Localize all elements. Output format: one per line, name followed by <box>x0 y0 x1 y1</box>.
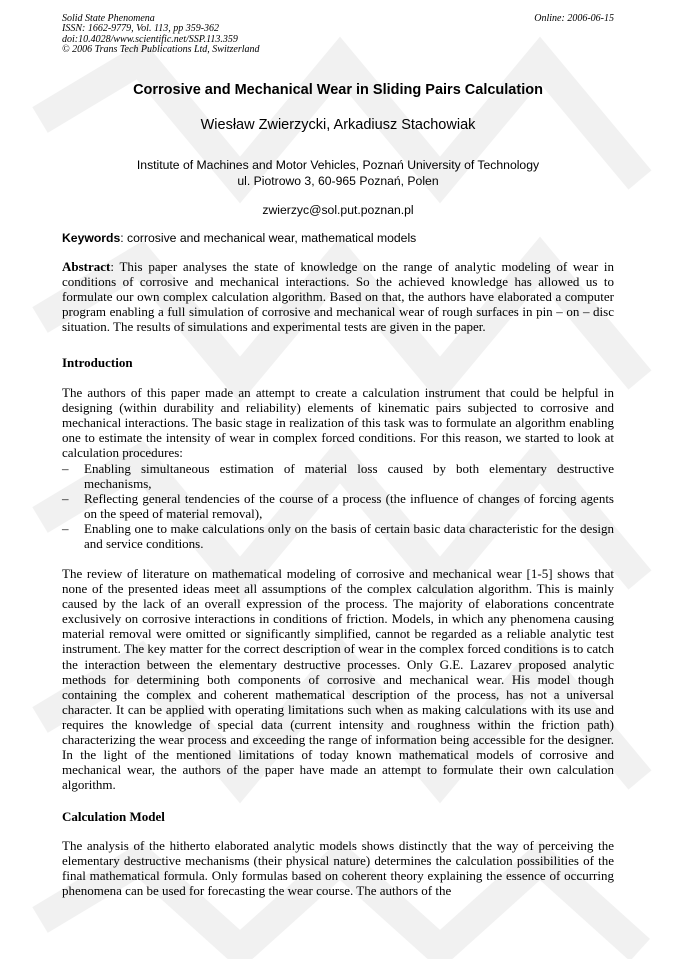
calculation-model-paragraph-1: The analysis of the hitherto elaborated analytic models shows distinctly that the way of perceiving the elementary destructive mechanisms (their physical nature) determines the calculation possibilities of the final mathematical formula. Only formulas based on coherent theory explaining the essence of occurring phenomena can be used for forecasting the wear course. The authors of the <box>62 838 614 899</box>
introduction-paragraph-1: The authors of this paper made an attempt to create a calculation instrument that could be helpful in designing (within durability and reliability) elements of kinematic pairs subjected to corrosive and mechanical interactions. The basic stage in realization of this task was to formulate an algorithm enabling one to estimate the intensity of wear in complex forced conditions. For this reason, we started to look at calculation procedures: <box>62 385 614 461</box>
list-dash: – <box>62 461 69 476</box>
keywords-label: Keywords <box>62 231 121 245</box>
keywords-text: : corrosive and mechanical wear, mathematical models <box>120 231 417 245</box>
paper-title: Corrosive and Mechanical Wear in Sliding Pairs Calculation <box>133 82 543 98</box>
affiliation-line-1: Institute of Machines and Motor Vehicles, Poznań University of Technology <box>136 158 540 172</box>
author-email: zwierzyc@sol.put.poznan.pl <box>262 203 414 217</box>
introduction-paragraph-2: The review of literature on mathematical modeling of corrosive and mechanical wear [1-5] shows that none of the presented ideas meet all assumptions of the complex calculation algorithm. This is mainly caused by the lack of an overall expression of the process. The majority of elaborations concentrate exclusively on corrosive interactions in conditions of friction. Models, in which any phenomena causing material removal were omitted or significantly simplified, cannot be regarded as a reliable analytic test instrument. The key matter for the correct description of wear in the complex forced conditions is to catch the interaction between the elementary destructive processes. Only G.E. Lazarev proposed analytic methods for determining both components of corrosive and mechanical wear. His model though containing the complex and coherent mathematical description of the process, has not a universal character. It can be applied with operating limitations such when as making calculations with its use and requires the knowledge of special data (current intensity and roughness within the friction path) characterizing the wear process and exceeding the range of information being accessible for the designer. In the light of the mentioned limitations of today known mathematical models of corrosive and mechanical wear, the authors of the paper have made an attempt to formulate their own calculation algorithm. <box>62 566 614 793</box>
abstract-label: Abstract <box>62 259 111 274</box>
journal-copyright: © 2006 Trans Tech Publications Ltd, Switzerland <box>62 43 260 55</box>
online-date: Online: 2006-06-15 <box>534 13 614 24</box>
affiliation-line-2: ul. Piotrowo 3, 60-965 Poznań, Polen <box>237 173 439 188</box>
paper-authors: Wiesław Zwierzycki, Arkadiusz Stachowiak <box>200 117 476 133</box>
list-item-text: Enabling one to make calculations only on the basis of certain basic data characteristic for the design and service conditions. <box>84 521 614 552</box>
list-item <box>62 521 614 551</box>
affiliation <box>62 158 614 189</box>
list-item-text: Reflecting general tendencies of the course of a process (the influence of changes of forcing agents on the speed of material removal), <box>84 491 614 522</box>
calculation-model-heading: Calculation Model <box>62 809 165 824</box>
journal-name: Solid State Phenomena <box>62 13 155 24</box>
list-dash: – <box>62 521 69 537</box>
keywords <box>62 231 614 245</box>
procedure-list <box>62 461 614 552</box>
abstract <box>62 259 614 334</box>
journal-issn: ISSN: 1662-9779, Vol. 113, pp 359-362 <box>62 23 220 35</box>
list-item <box>62 461 614 491</box>
journal-doi: doi:10.4028/www.scientific.net/SSP.113.359 <box>62 33 238 45</box>
abstract-text: : This paper analyses the state of knowledge on the range of analytic modeling of wear in conditions of corrosive and mechanical interactions. So the achieved knowledge has allowed us to formulate our own complex calculation algorithm. Based on that, the authors have elaborated a computer program enabling a full simulation of corrosive and mechanical wear of rough surfaces in pin – on – disc situation. The results of simulations and experimental tests are given in the paper. <box>62 259 614 335</box>
list-item-text: Enabling simultaneous estimation of material loss caused by both elementary destructive mechanisms, <box>84 461 614 492</box>
journal-header <box>62 14 260 55</box>
introduction-heading: Introduction <box>62 355 133 370</box>
list-item <box>62 491 614 521</box>
list-dash: – <box>62 491 69 507</box>
